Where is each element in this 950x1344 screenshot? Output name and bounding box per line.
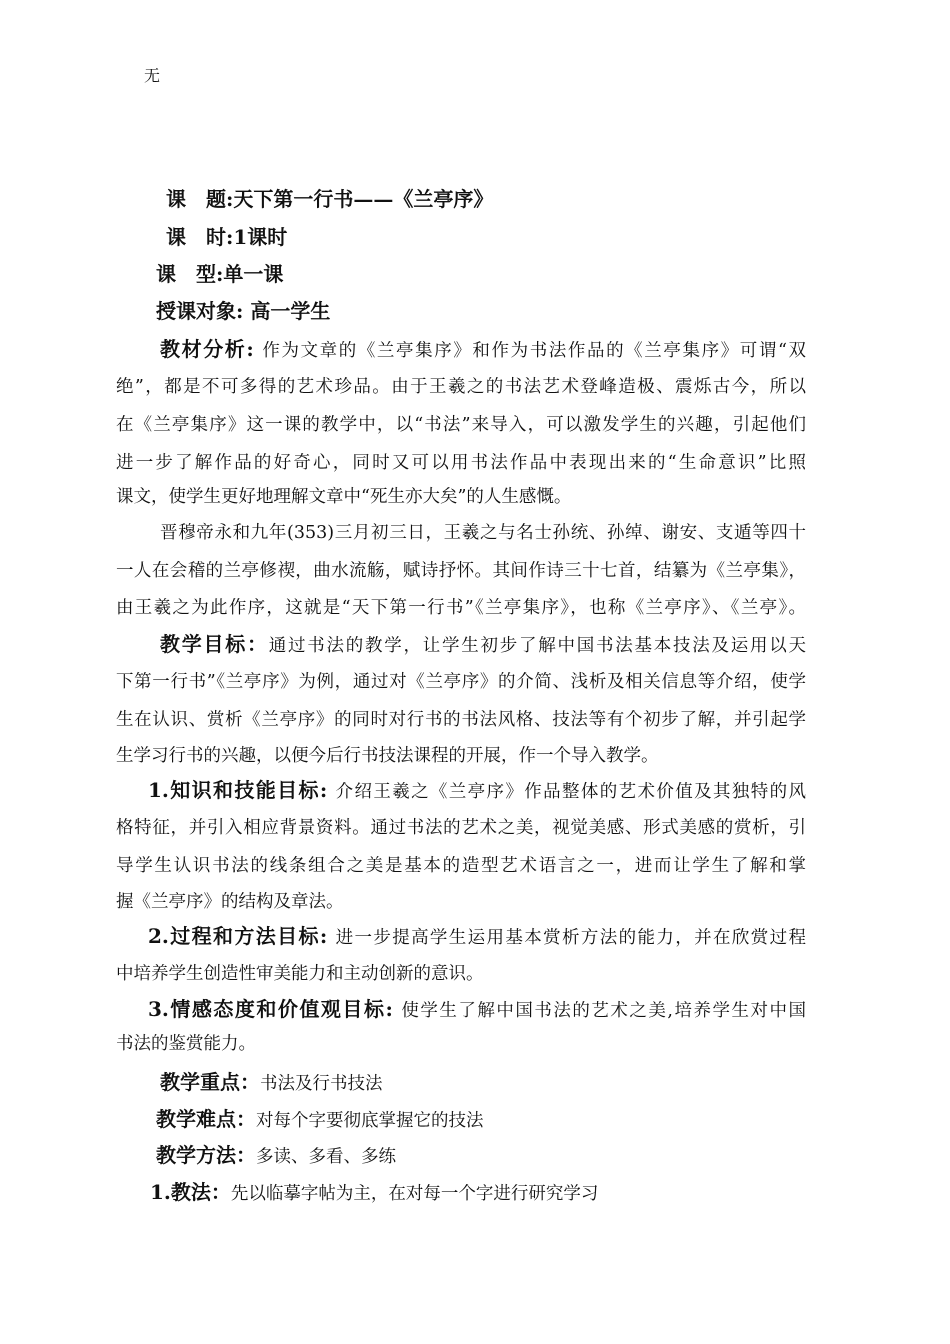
background-line-3: 由王羲之为此作序，这就是“天下第一行书”《兰亭集序》，也称《兰亭序》、《兰亭》。 (116, 598, 806, 618)
audience-line: 授课对象: 高一学生 (156, 299, 331, 323)
background-line-2: 一人在会稽的兰亭修禊，曲水流觞，赋诗抒怀。其间作诗三十七首，结纂为《兰亭集》， (116, 561, 806, 581)
hours-line: 课 时:1课时 (166, 225, 288, 249)
analysis-line-1: 教材分析: 作为文章的《兰亭集序》和作为书法作品的《兰亭集序》可谓“双 (160, 337, 806, 361)
analysis-line-3: 在《兰亭集序》这一课的教学中，以“书法”来导入，可以激发学生的兴趣，引起他们 (116, 415, 806, 435)
analysis-line-4: 进一步了解作品的好奇心，同时又可以用书法作品中表现出来的“生命意识”比照 (116, 453, 806, 473)
process-goal-line-2: 中培养学生创造性审美能力和主动创新的意识。 (116, 964, 484, 984)
method-line: 教学方法：多读、多看、多练 (156, 1143, 396, 1167)
goals-line-4: 生学习行书的兴趣，以便今后行书技法课程的开展，作一个导入教学。 (116, 746, 659, 766)
key-point-line: 教学重点：书法及行书技法 (160, 1070, 383, 1094)
goals-line-3: 生在认识、赏析《兰亭序》的同时对行书的书法风格、技法等有个初步了解，并引起学 (116, 710, 806, 730)
goals-line-2: 下第一行书”《兰亭序》为例，通过对《兰亭序》的介简、浅析及相关信息等介绍，使学 (116, 672, 806, 692)
emotion-goal-line-2: 书法的鉴赏能力。 (116, 1034, 256, 1054)
header-note: 无 (144, 66, 161, 85)
topic-line: 课 题:天下第一行书——《兰亭序》 (166, 187, 494, 211)
emotion-goal-line-1: 3.情感态度和价值观目标: 使学生了解中国书法的艺术之美,培养学生对中国 (148, 997, 807, 1021)
goals-line-1: 教学目标：通过书法的教学，让学生初步了解中国书法基本技法及运用以天 (160, 632, 806, 656)
analysis-line-5: 课文，使学生更好地理解文章中“死生亦大矣”的人生感慨。 (116, 487, 572, 507)
analysis-line-2: 绝”，都是不可多得的艺术珍品。由于王羲之的书法艺术登峰造极、震烁古今，所以 (116, 377, 806, 397)
skill-goal-line-4: 握《兰亭序》的结构及章法。 (116, 892, 344, 912)
difficulty-line: 教学难点：对每个字要彻底掌握它的技法 (156, 1107, 484, 1131)
teaching-method-line: 1.教法：先以临摹字帖为主，在对每一个字进行研究学习 (150, 1180, 599, 1204)
background-line-1: 晋穆帝永和九年(353)三月初三日，王羲之与名士孙统、孙绰、谢安、支遁等四十 (160, 523, 806, 543)
type-line: 课 型:单一课 (156, 262, 284, 286)
process-goal-line-1: 2.过程和方法目标: 进一步提高学生运用基本赏析方法的能力，并在欣赏过程 (148, 924, 806, 948)
skill-goal-line-1: 1.知识和技能目标: 介绍王羲之《兰亭序》作品整体的艺术价值及其独特的风 (148, 778, 806, 802)
skill-goal-line-2: 格特征，并引入相应背景资料。通过书法的艺术之美，视觉美感、形式美感的赏析，引 (116, 818, 806, 838)
skill-goal-line-3: 导学生认识书法的线条组合之美是基本的造型艺术语言之一，进而让学生了解和掌 (116, 856, 806, 876)
